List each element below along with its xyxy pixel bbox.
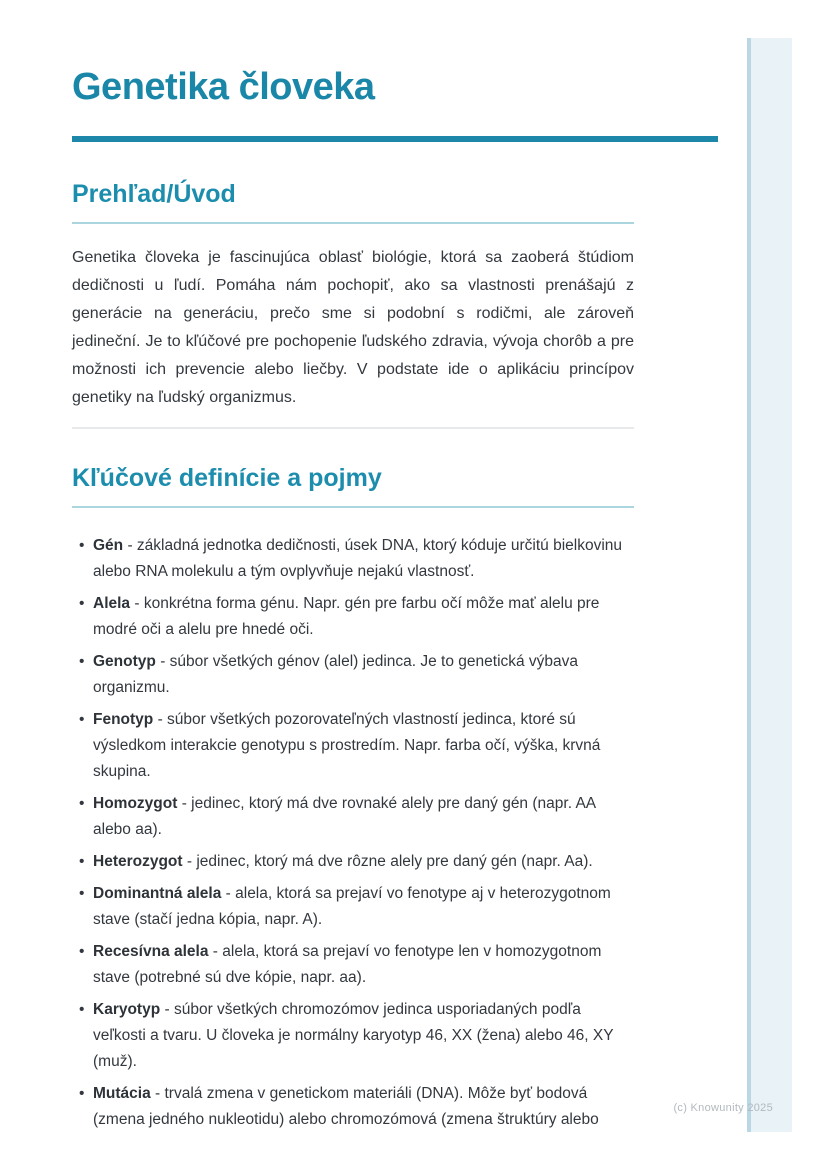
page-title: Genetika človeka (72, 66, 375, 108)
term-definition: - súbor všetkých génov (alel) jedinca. Je to genetická výbava organizmu. (93, 653, 579, 696)
term-name: Genotyp (93, 653, 156, 670)
term-item (93, 1081, 634, 1133)
term-name: Alela (93, 595, 131, 612)
term-item (93, 881, 634, 933)
term-definition: - trvalá zmena v genetickom materiáli (DNA). Môže byť bodová (zmena jedného nukleotidu) alebo chromozómová (zmena štruktúry alebo (93, 1085, 599, 1128)
title-underline-rule (72, 136, 718, 142)
term-item (93, 533, 634, 585)
copyright-watermark: (c) Knowunity 2025 (673, 1102, 773, 1114)
term-name: Karyotyp (93, 1001, 161, 1018)
term-definition: - súbor všetkých pozorovateľných vlastností jedinca, ktoré sú výsledkom interakcie genotypu s prostredím. Napr. farba očí, výška, krvná skupina. (93, 711, 601, 780)
term-definition: - základná jednotka dedičnosti, úsek DNA, ktorý kóduje určitú bielkovinu alebo RNA molekulu a tým ovplyvňuje nejakú vlastnosť. (93, 537, 623, 580)
term-item (93, 707, 634, 785)
term-definition: - alela, ktorá sa prejaví vo fenotype aj v heterozygotnom stave (stačí jedna kópia, napr. A). (93, 885, 611, 928)
term-definition: - súbor všetkých chromozómov jedinca usporiadaných podľa veľkosti a tvaru. U človeka je normálny karyotyp 46, XX (žena) alebo 46, XY (muž). (93, 1001, 614, 1070)
section-heading-definitions: Kľúčové definície a pojmy (72, 464, 382, 492)
term-item (93, 791, 634, 843)
term-definition: - jedinec, ktorý má dve rôzne alely pre daný gén (napr. Aa). (186, 853, 593, 870)
definitions-list (72, 533, 634, 1133)
term-name: Dominantná alela (93, 885, 222, 902)
page-edge-band (747, 38, 792, 1132)
term-definition: - konkrétna forma génu. Napr. gén pre farbu očí môže mať alelu pre modré oči a alelu pre hnedé oči. (93, 595, 600, 638)
heading-underline-rule (72, 506, 634, 508)
term-name: Mutácia (93, 1085, 151, 1102)
term-name: Homozygot (93, 795, 178, 812)
section-overview (72, 178, 634, 429)
term-definition: - alela, ktorá sa prejaví vo fenotype len v homozygotnom stave (potrebné sú dve kópie, napr. aa). (93, 943, 602, 986)
term-name: Fenotyp (93, 711, 154, 728)
overview-paragraph: Genetika človeka je fascinujúca oblasť biológie, ktorá sa zaoberá štúdiom dedičnosti u ľudí. Pomáha nám pochopiť, ako sa vlastnosti prenášajú z generácie na generáciu, prečo sme si podobní s rodičmi, ale zároveň jedineční. Je to kľúčové pre pochopenie ľudského zdravia, vývoja chorôb a pre možnosti ich prevencie alebo liečby. V podstate ide o aplikáciu princípov genetiky na ľudský organizmus. (72, 249, 634, 406)
term-name: Heterozygot (93, 853, 183, 870)
document-content (72, 0, 634, 1139)
term-name: Recesívna alela (93, 943, 209, 960)
section-definitions (72, 462, 634, 1133)
section-divider (72, 427, 634, 429)
section-heading-overview: Prehľad/Úvod (72, 180, 236, 208)
term-item (93, 997, 634, 1075)
term-item (93, 849, 634, 875)
term-item (93, 649, 634, 701)
term-item (93, 591, 634, 643)
term-definition: - jedinec, ktorý má dve rovnaké alely pre daný gén (napr. AA alebo aa). (93, 795, 596, 838)
heading-underline-rule (72, 222, 634, 224)
term-name: Gén (93, 537, 124, 554)
term-item (93, 939, 634, 991)
